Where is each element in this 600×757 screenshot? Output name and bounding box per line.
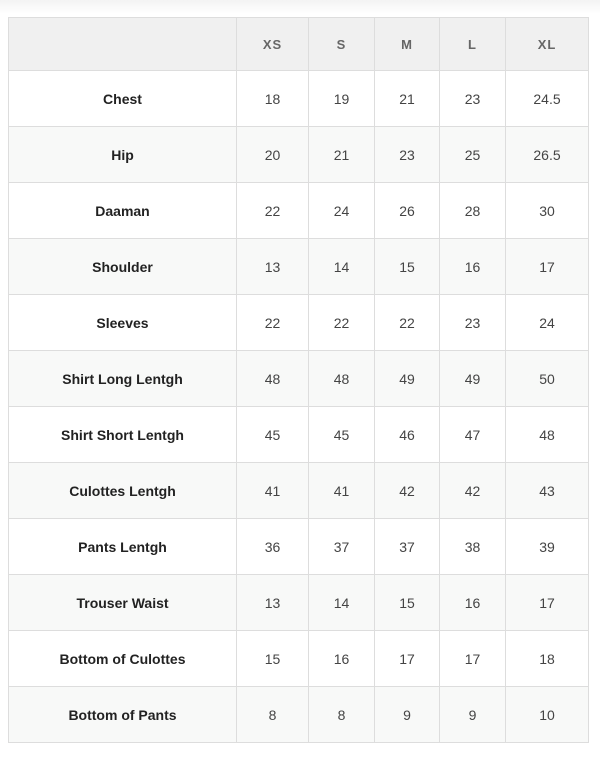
row-label: Shirt Short Lentgh — [9, 407, 237, 463]
row-label: Bottom of Pants — [9, 687, 237, 743]
table-row — [9, 239, 589, 295]
cell-value: 14 — [309, 575, 375, 631]
table-row — [9, 519, 589, 575]
cell-value: 17 — [375, 631, 440, 687]
cell-value: 15 — [375, 575, 440, 631]
cell-value: 50 — [506, 351, 589, 407]
cell-value: 37 — [375, 519, 440, 575]
cell-value: 48 — [506, 407, 589, 463]
cell-value: 18 — [237, 71, 309, 127]
cell-value: 21 — [375, 71, 440, 127]
header-size-xl: XL — [506, 18, 589, 71]
cell-value: 9 — [375, 687, 440, 743]
cell-value: 24 — [309, 183, 375, 239]
header-size-s: S — [309, 18, 375, 71]
cell-value: 26 — [375, 183, 440, 239]
cell-value: 25 — [440, 127, 506, 183]
row-label: Trouser Waist — [9, 575, 237, 631]
table-row — [9, 463, 589, 519]
size-header — [9, 18, 589, 71]
cell-value: 41 — [309, 463, 375, 519]
cell-value: 23 — [440, 71, 506, 127]
cell-value: 28 — [440, 183, 506, 239]
row-label: Pants Lentgh — [9, 519, 237, 575]
cell-value: 22 — [237, 183, 309, 239]
header-size-xs: XS — [237, 18, 309, 71]
size-chart-table — [8, 17, 589, 743]
top-shadow — [0, 0, 600, 14]
header-corner — [9, 18, 237, 71]
table-row — [9, 183, 589, 239]
cell-value: 36 — [237, 519, 309, 575]
cell-value: 17 — [440, 631, 506, 687]
cell-value: 21 — [309, 127, 375, 183]
cell-value: 37 — [309, 519, 375, 575]
table-row — [9, 351, 589, 407]
cell-value: 22 — [237, 295, 309, 351]
cell-value: 14 — [309, 239, 375, 295]
cell-value: 23 — [375, 127, 440, 183]
cell-value: 19 — [309, 71, 375, 127]
table-row — [9, 71, 589, 127]
cell-value: 8 — [309, 687, 375, 743]
cell-value: 18 — [506, 631, 589, 687]
cell-value: 45 — [237, 407, 309, 463]
size-body — [9, 71, 589, 743]
cell-value: 24 — [506, 295, 589, 351]
cell-value: 49 — [440, 351, 506, 407]
cell-value: 47 — [440, 407, 506, 463]
row-label: Shoulder — [9, 239, 237, 295]
cell-value: 23 — [440, 295, 506, 351]
table-row — [9, 407, 589, 463]
cell-value: 13 — [237, 239, 309, 295]
cell-value: 46 — [375, 407, 440, 463]
cell-value: 26.5 — [506, 127, 589, 183]
cell-value: 22 — [375, 295, 440, 351]
cell-value: 43 — [506, 463, 589, 519]
cell-value: 15 — [375, 239, 440, 295]
cell-value: 16 — [440, 239, 506, 295]
cell-value: 48 — [309, 351, 375, 407]
cell-value: 16 — [309, 631, 375, 687]
row-label: Hip — [9, 127, 237, 183]
header-size-l: L — [440, 18, 506, 71]
cell-value: 9 — [440, 687, 506, 743]
cell-value: 22 — [309, 295, 375, 351]
cell-value: 10 — [506, 687, 589, 743]
cell-value: 15 — [237, 631, 309, 687]
row-label: Chest — [9, 71, 237, 127]
cell-value: 48 — [237, 351, 309, 407]
table-row — [9, 295, 589, 351]
cell-value: 39 — [506, 519, 589, 575]
row-label: Bottom of Culottes — [9, 631, 237, 687]
cell-value: 42 — [440, 463, 506, 519]
table-row — [9, 631, 589, 687]
cell-value: 17 — [506, 575, 589, 631]
header-size-m: M — [375, 18, 440, 71]
cell-value: 13 — [237, 575, 309, 631]
header-row — [9, 18, 589, 71]
cell-value: 41 — [237, 463, 309, 519]
cell-value: 8 — [237, 687, 309, 743]
cell-value: 17 — [506, 239, 589, 295]
cell-value: 42 — [375, 463, 440, 519]
row-label: Shirt Long Lentgh — [9, 351, 237, 407]
row-label: Sleeves — [9, 295, 237, 351]
table-row — [9, 575, 589, 631]
cell-value: 45 — [309, 407, 375, 463]
cell-value: 20 — [237, 127, 309, 183]
cell-value: 24.5 — [506, 71, 589, 127]
cell-value: 30 — [506, 183, 589, 239]
cell-value: 38 — [440, 519, 506, 575]
cell-value: 49 — [375, 351, 440, 407]
row-label: Daaman — [9, 183, 237, 239]
row-label: Culottes Lentgh — [9, 463, 237, 519]
table-row — [9, 687, 589, 743]
table-row — [9, 127, 589, 183]
cell-value: 16 — [440, 575, 506, 631]
